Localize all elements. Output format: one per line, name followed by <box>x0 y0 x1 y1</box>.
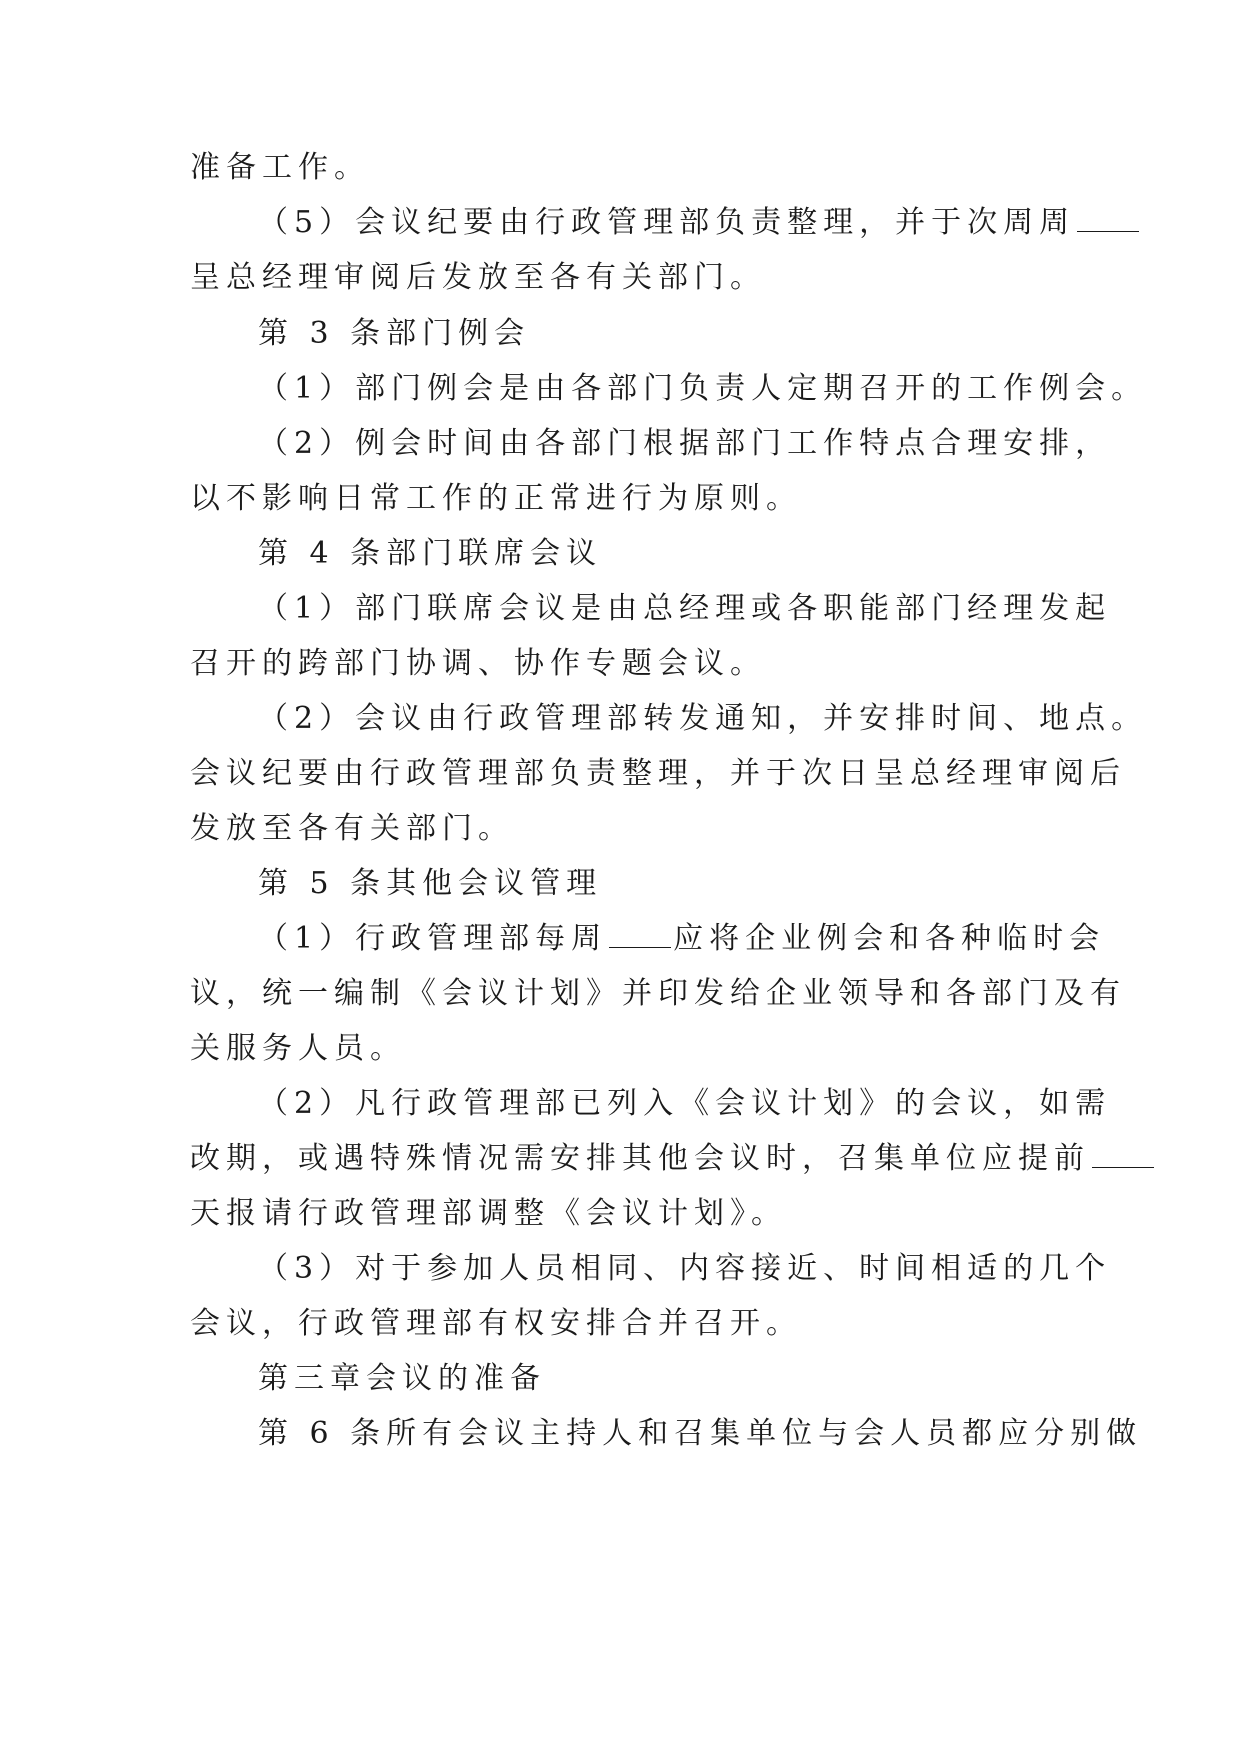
fill-in-blank <box>1077 207 1139 232</box>
text-segment: （5）会议纪要由行政管理部负责整理，并于次周周 <box>258 205 1076 240</box>
chapter-heading: 第三章会议的准备 <box>258 1361 546 1396</box>
text-line <box>258 919 1105 959</box>
text-line: 会议纪要由行政管理部负责整理，并于次日呈总经理审阅后 <box>190 756 1126 791</box>
text-line: 呈总经理审阅后发放至各有关部门。 <box>190 260 766 295</box>
text-line: 关服务人员。 <box>190 1031 406 1066</box>
article-heading: 第 4 条部门联席会议 <box>258 536 603 571</box>
text-line: 发放至各有关部门。 <box>190 811 514 846</box>
text-segment: （1）行政管理部每周 <box>258 921 608 956</box>
text-line: （2）凡行政管理部已列入《会议计划》的会议，如需 <box>258 1086 1112 1121</box>
text-line: （2）会议由行政管理部转发通知，并安排时间、地点。 <box>258 701 1148 736</box>
text-line: 准备工作。 <box>190 150 370 185</box>
text-line: （3）对于参加人员相同、内容接近、时间相适的几个 <box>258 1251 1112 1286</box>
text-line: 天报请行政管理部调整《会议计划》。 <box>190 1196 787 1231</box>
text-line <box>258 203 1141 243</box>
text-segment: 应将企业例会和各种临时会 <box>673 921 1106 956</box>
article-heading: 第 3 条部门例会 <box>258 316 531 351</box>
fill-in-blank <box>1092 1143 1154 1168</box>
text-segment: 改期，或遇特殊情况需安排其他会议时，召集单位应提前 <box>190 1141 1090 1176</box>
fill-in-blank <box>609 923 671 948</box>
text-line: 议，统一编制《会议计划》并印发给企业领导和各部门及有 <box>190 976 1126 1011</box>
text-line: 第 6 条所有会议主持人和召集单位与会人员都应分别做 <box>258 1416 1143 1451</box>
text-line: 会议，行政管理部有权安排合并召开。 <box>190 1306 802 1341</box>
text-line: （1）部门例会是由各部门负责人定期召开的工作例会。 <box>258 371 1148 406</box>
text-line: 以不影响日常工作的正常进行为原则。 <box>190 481 802 516</box>
text-line <box>190 1139 1156 1179</box>
article-heading: 第 5 条其他会议管理 <box>258 866 603 901</box>
text-line: （1）部门联席会议是由总经理或各职能部门经理发起 <box>258 591 1112 626</box>
text-line: （2）例会时间由各部门根据部门工作特点合理安排， <box>258 426 1112 461</box>
text-line: 召开的跨部门协调、协作专题会议。 <box>190 646 766 681</box>
